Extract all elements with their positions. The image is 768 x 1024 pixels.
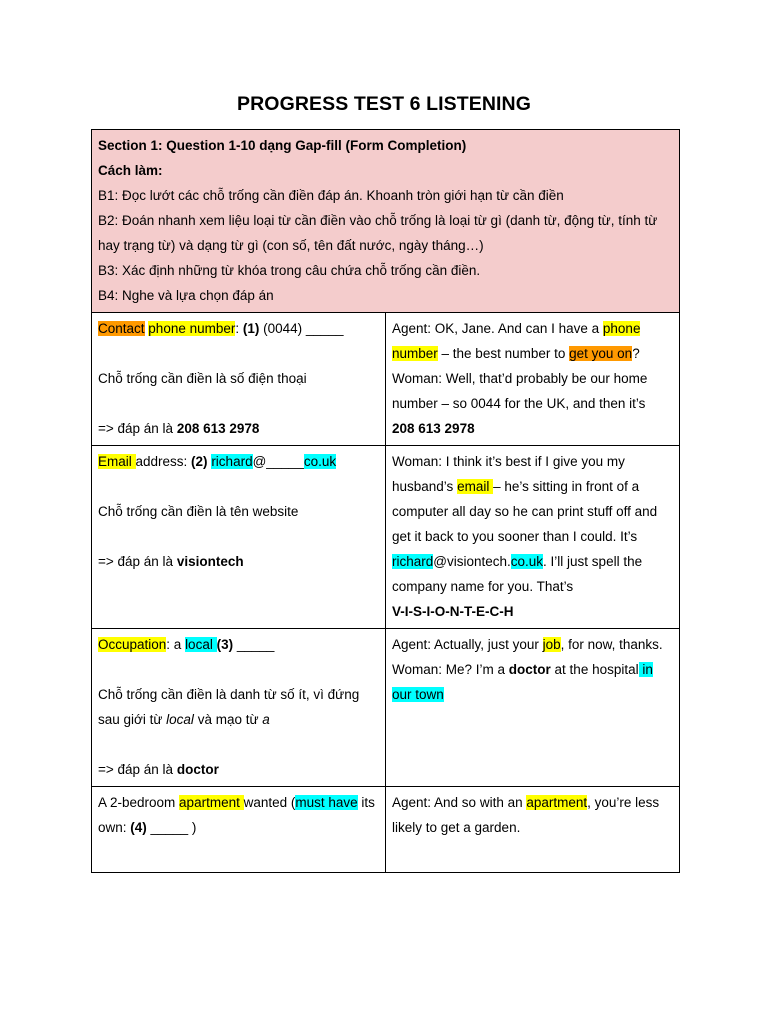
transcript-text: Agent: OK, Jane. And can I have a phone number – the best number to get you on? xyxy=(392,321,641,361)
question-cell xyxy=(92,446,386,629)
transcript-cell xyxy=(386,446,680,629)
transcript-answer: doctor xyxy=(508,662,551,677)
transcript-text: Woman: I think it’s best if I give you my husband’s email – he’s sitting in front of a computer all day so he can print stuff off and get it back to you sooner than I could. It’s richard@visiontech.co.uk. I’ll just spell the company name for you. That’s xyxy=(392,454,658,594)
keyword-highlight: email xyxy=(457,479,494,494)
transcript-text: Woman: Me? I’m a doctor at the hospital in our town xyxy=(392,662,653,702)
table-row xyxy=(92,446,680,629)
question-number: (3) xyxy=(216,637,234,652)
keyword-highlight: phone number xyxy=(148,321,236,336)
table-row xyxy=(92,313,680,446)
keyword-highlight: richard xyxy=(392,554,434,569)
keyword-highlight: local xyxy=(185,637,217,652)
transcript-answer: 208 613 2978 xyxy=(392,421,475,436)
step-3: B3: Xác định những từ khóa trong câu chứa chỗ trống cần điền. xyxy=(98,263,481,278)
question-number: (1) xyxy=(242,321,260,336)
method-label: Cách làm: xyxy=(98,163,163,178)
transcript-cell xyxy=(386,629,680,787)
transcript-text: Agent: And so with an apartment, you’re less likely to get a garden. xyxy=(392,795,660,835)
question-cell xyxy=(92,313,386,446)
answer-line: => đáp án là visiontech xyxy=(98,554,244,569)
table-row xyxy=(92,787,680,873)
keyword-highlight: apartment xyxy=(179,795,244,810)
keyword-highlight: job xyxy=(542,637,561,652)
answer-value: doctor xyxy=(176,762,219,777)
keyword-highlight: Occupation xyxy=(98,637,167,652)
keyword-highlight: Email xyxy=(98,454,136,469)
question-line: A 2-bedroom apartment wanted (must have its own: (4) _____ ) xyxy=(98,795,375,835)
keyword-highlight: must have xyxy=(295,795,358,810)
keyword-highlight: co.uk xyxy=(303,454,337,469)
page-title: PROGRESS TEST 6 LISTENING xyxy=(237,93,531,115)
transcript-cell xyxy=(386,787,680,873)
keyword-highlight: apartment xyxy=(526,795,588,810)
step-2: B2: Đoán nhanh xem liệu loại từ cần điền vào chỗ trống là loại từ gì (danh từ, động từ, tính từ hay trạng từ) và dạng từ gì (con số, tên đất nước, ngày tháng…) xyxy=(98,213,658,253)
instructions-row xyxy=(92,130,680,313)
answer-table xyxy=(91,129,680,873)
question-line: Contact phone number: (1) (0044) _____ xyxy=(98,321,344,336)
hint-text: Chỗ trống cần điền là danh từ số ít, vì đứng sau giới từ local và mạo từ a xyxy=(98,687,360,727)
question-line: Occupation: a local (3) _____ xyxy=(98,637,275,652)
instructions-cell xyxy=(92,130,680,313)
answer-value: visiontech xyxy=(176,554,244,569)
keyword-highlight: get you on xyxy=(569,346,633,361)
question-line: Email address: (2) richard@_____co.uk xyxy=(98,454,337,469)
keyword-highlight: in our town xyxy=(392,662,653,702)
keyword-highlight: Contact xyxy=(98,321,145,336)
transcript-text: Woman: Well, that’d probably be our home number – so 0044 for the UK, and then it’s xyxy=(392,371,648,411)
step-1: B1: Đọc lướt các chỗ trống cần điền đáp án. Khoanh tròn giới hạn từ cần điền xyxy=(98,188,564,203)
transcript-answer: V-I-S-I-O-N-T-E-C-H xyxy=(392,604,514,619)
question-number: (2) xyxy=(191,454,208,469)
answer-value: 208 613 2978 xyxy=(176,421,260,436)
keyword-highlight: phone number xyxy=(392,321,641,361)
question-cell xyxy=(92,787,386,873)
question-number: (4) xyxy=(130,820,147,835)
section-heading: Section 1: Question 1-10 dạng Gap-fill (Form Completion) xyxy=(98,138,467,153)
transcript-cell xyxy=(386,313,680,446)
hint-text: Chỗ trống cần điền là tên website xyxy=(98,504,299,519)
question-cell xyxy=(92,629,386,787)
answer-line: => đáp án là doctor xyxy=(98,762,219,777)
keyword-highlight: co.uk xyxy=(510,554,544,569)
keyword-highlight: richard xyxy=(211,454,253,469)
answer-line: => đáp án là 208 613 2978 xyxy=(98,421,260,436)
table-row xyxy=(92,629,680,787)
step-4: B4: Nghe và lựa chọn đáp án xyxy=(98,288,274,303)
transcript-text: Agent: Actually, just your job, for now, thanks. xyxy=(392,637,663,652)
hint-text: Chỗ trống cần điền là số điện thoại xyxy=(98,371,307,386)
